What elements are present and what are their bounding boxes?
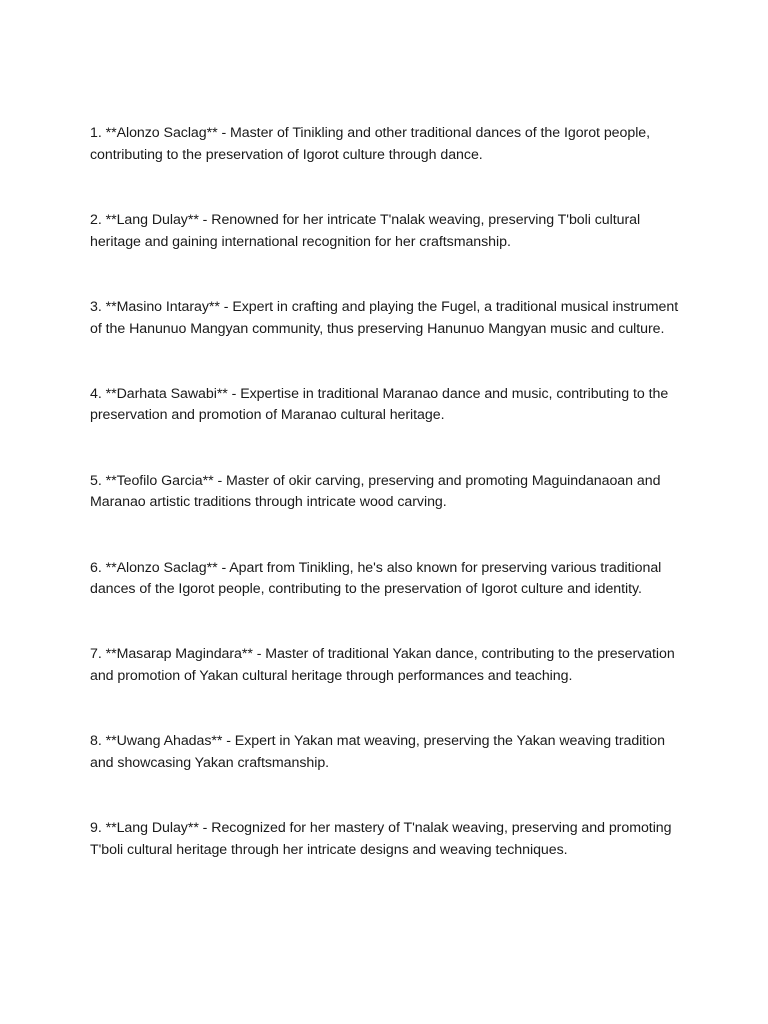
list-item-8: 8. **Uwang Ahadas** - Expert in Yakan mat weaving, preserving the Yakan weaving tradition and showcasing Yakan craftsmanship. [90, 733, 665, 772]
list-item-2: 2. **Lang Dulay** - Renowned for her intricate T'nalak weaving, preserving T'boli cultural heritage and gaining international recognition for her craftsmanship. [90, 211, 641, 250]
document-body [90, 123, 682, 905]
list-item-4: 4. **Darhata Sawabi** - Expertise in traditional Maranao dance and music, contributing to the preservation and promotion of Maranao cultural heritage. [90, 385, 669, 424]
list-item-1: 1. **Alonzo Saclag** - Master of Tinikling and other traditional dances of the Igorot people, contributing to the preservation of Igorot culture through dance. [90, 125, 651, 163]
list-item-5: 5. **Teofilo Garcia** - Master of okir carving, preserving and promoting Maguindanaoan and Maranao artistic traditions through intricate wood carving. [90, 472, 661, 511]
list-item-9: 9. **Lang Dulay** - Recognized for her mastery of T'nalak weaving, preserving and promoting T'boli cultural heritage through her intricate designs and weaving techniques. [90, 820, 672, 858]
list-item-7: 7. **Masarap Magindara** - Master of traditional Yakan dance, contributing to the preservation and promotion of Yakan cultural heritage through performances and teaching. [90, 646, 675, 685]
list-item-6: 6. **Alonzo Saclag** - Apart from Tinikling, he's also known for preserving various traditional dances of the Igorot people, contributing to the preservation of Igorot culture and identity. [90, 559, 662, 598]
list-item-3: 3. **Masino Intaray** - Expert in crafting and playing the Fugel, a traditional musical instrument of the Hanunuo Mangyan community, thus preserving Hanunuo Mangyan music and culture. [90, 298, 679, 337]
